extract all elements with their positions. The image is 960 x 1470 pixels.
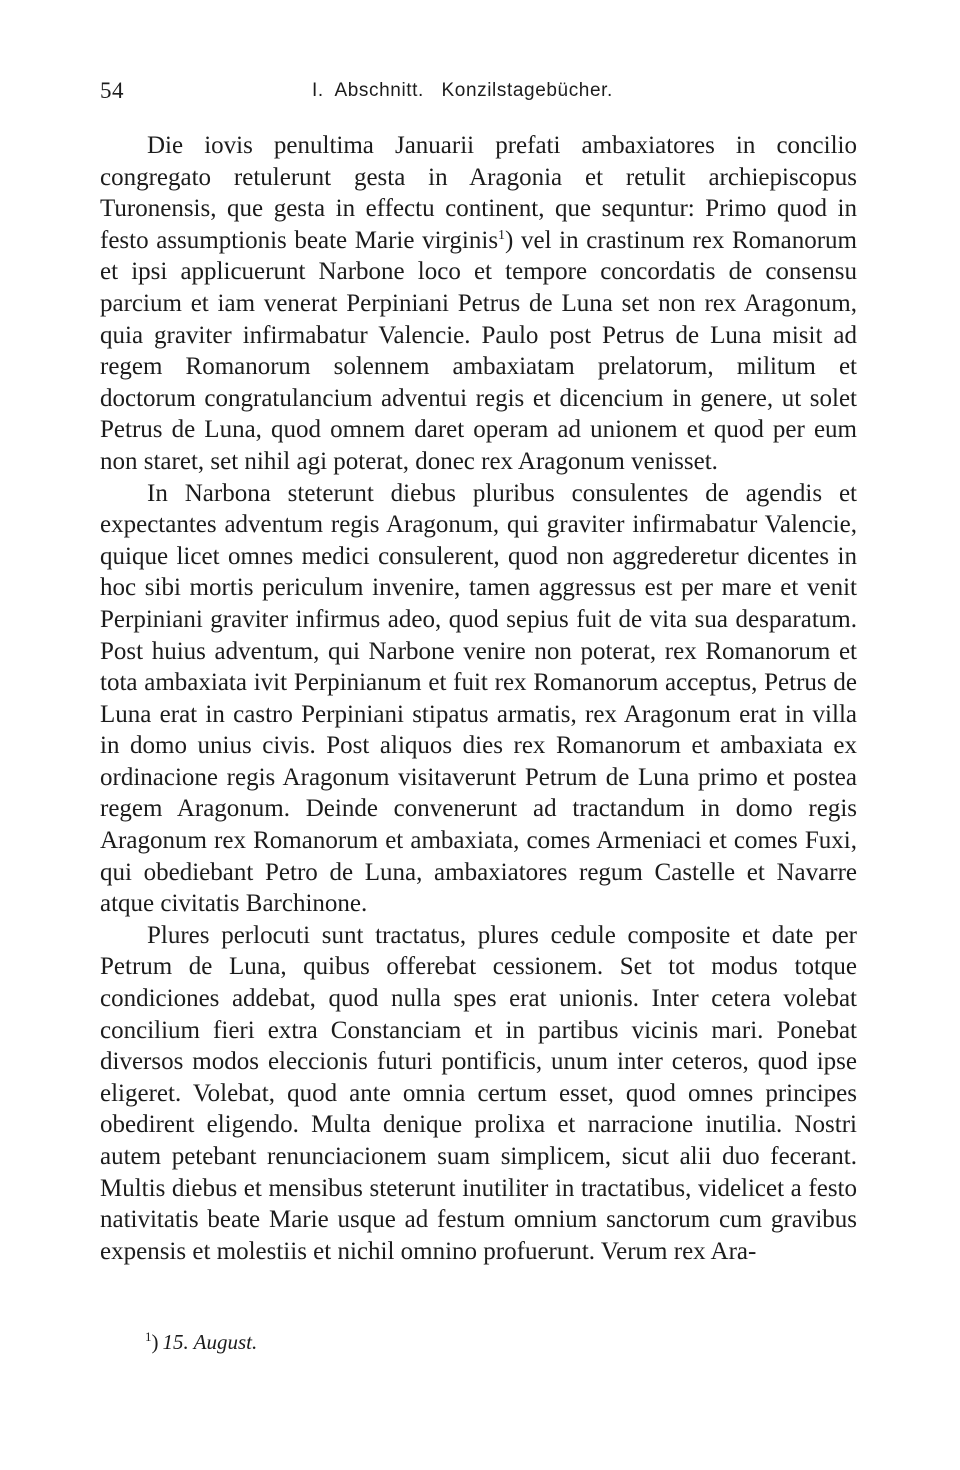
paragraph-1-text-start: Die iovis penultima Januarii prefati ambaxiatores in concilio congregato retulerunt gesta in Aragonia et retulit archiepiscopus Turonensis, que gesta in effectu continent, que sequntur: Primo quod in festo assumptionis beate Marie virginis: [100, 132, 857, 254]
footnote-marker-paren: ): [151, 1330, 159, 1354]
running-head: [100, 78, 860, 108]
footnote-marker: 1: [145, 1329, 152, 1344]
footnote-text: 15. August.: [162, 1330, 258, 1354]
footnote: [145, 1330, 257, 1355]
page-number: 54: [100, 78, 124, 103]
paragraph-2: In Narbona steterunt diebus pluribus consulentes de agendis et expectantes adventum regis Aragonum, qui graviter infirmabatur Valencie, quique licet omnes medici consulerent, quod non aggrederetur dicentes in hoc sibi mortis periculum invenire, tamen aggressus est per mare et venit Perpiniani graviter infirmus adeo, quod sepius fuit de vita sua desparatum. Post huius adventum, qui Narbone venire non poterat, rex Romanorum et tota ambaxiata ivit Perpinianum et fuit rex Romanorum acceptus, Petrus de Luna erat in castro Perpiniani stipatus armatis, rex Aragonum erat in villa in domo unius civis. Post aliquos dies rex Romanorum et ambaxiata ex ordinacione regis Aragonum visitaverunt Petrum de Luna primo et postea regem Aragonum. Deinde convenerunt ad tractandum in domo regis Aragonum rex Romanorum et ambaxiata, comes Armeniaci et comes Fuxi, qui obediebant Petro de Luna, ambaxiatores regum Castelle et Navarre atque civitatis Barchinone.: [100, 479, 857, 918]
footnote-reference: 1: [498, 227, 506, 243]
paragraph-1: [100, 130, 857, 478]
body-text: [100, 130, 857, 1267]
section-title: I. Abschnitt. Konzilstagebücher.: [312, 80, 613, 101]
paragraph-3: Plures perlocuti sunt tractatus, plures cedule composite et date per Petrum de Luna, quibus offerebat cessionem. Set tot modus totque condiciones addebat, quod nulla spes erat unionis. Inter cetera volebat concilium fieri extra Constanciam et in partibus vicinis mari. Ponebat diversos modos eleccionis futuri pontificis, unum inter ceteros, quod ipse eligeret. Volebat, quod ante omnia certum esset, quod omnes principes obedirent eligendo. Multa denique prolixa et narracione inutilia. Nostri autem petebant renunciacionem suam simplicem, sicut alii duo fecerant. Multis diebus et mensibus steterunt inutiliter in tractatibus, videlicet a festo nativitatis beate Marie usque ad festum omnium sanctorum cum gravibus expensis et molestiis et nichil omnino profuerunt. Verum rex Ara-: [100, 921, 857, 1265]
paragraph-1-text-end: ) vel in crastinum rex Romanorum et ipsi applicuerunt Narbone loco et tempore concordatis de consensu parcium et iam venerat Perpiniani Petrus de Luna set non rex Aragonum, quia graviter infirmabatur Valencie. Paulo post Petrus de Luna misit ad regem Romanorum solennem ambaxiatam prelatorum, militum et doctorum congratulancium adventui regis et dicencium in genere, ut solet Petrus de Luna, quod omnem daret operam ad unionem et quod per eum non staret, set nihil agi poterat, donec rex Aragonum venisset.: [100, 226, 857, 475]
